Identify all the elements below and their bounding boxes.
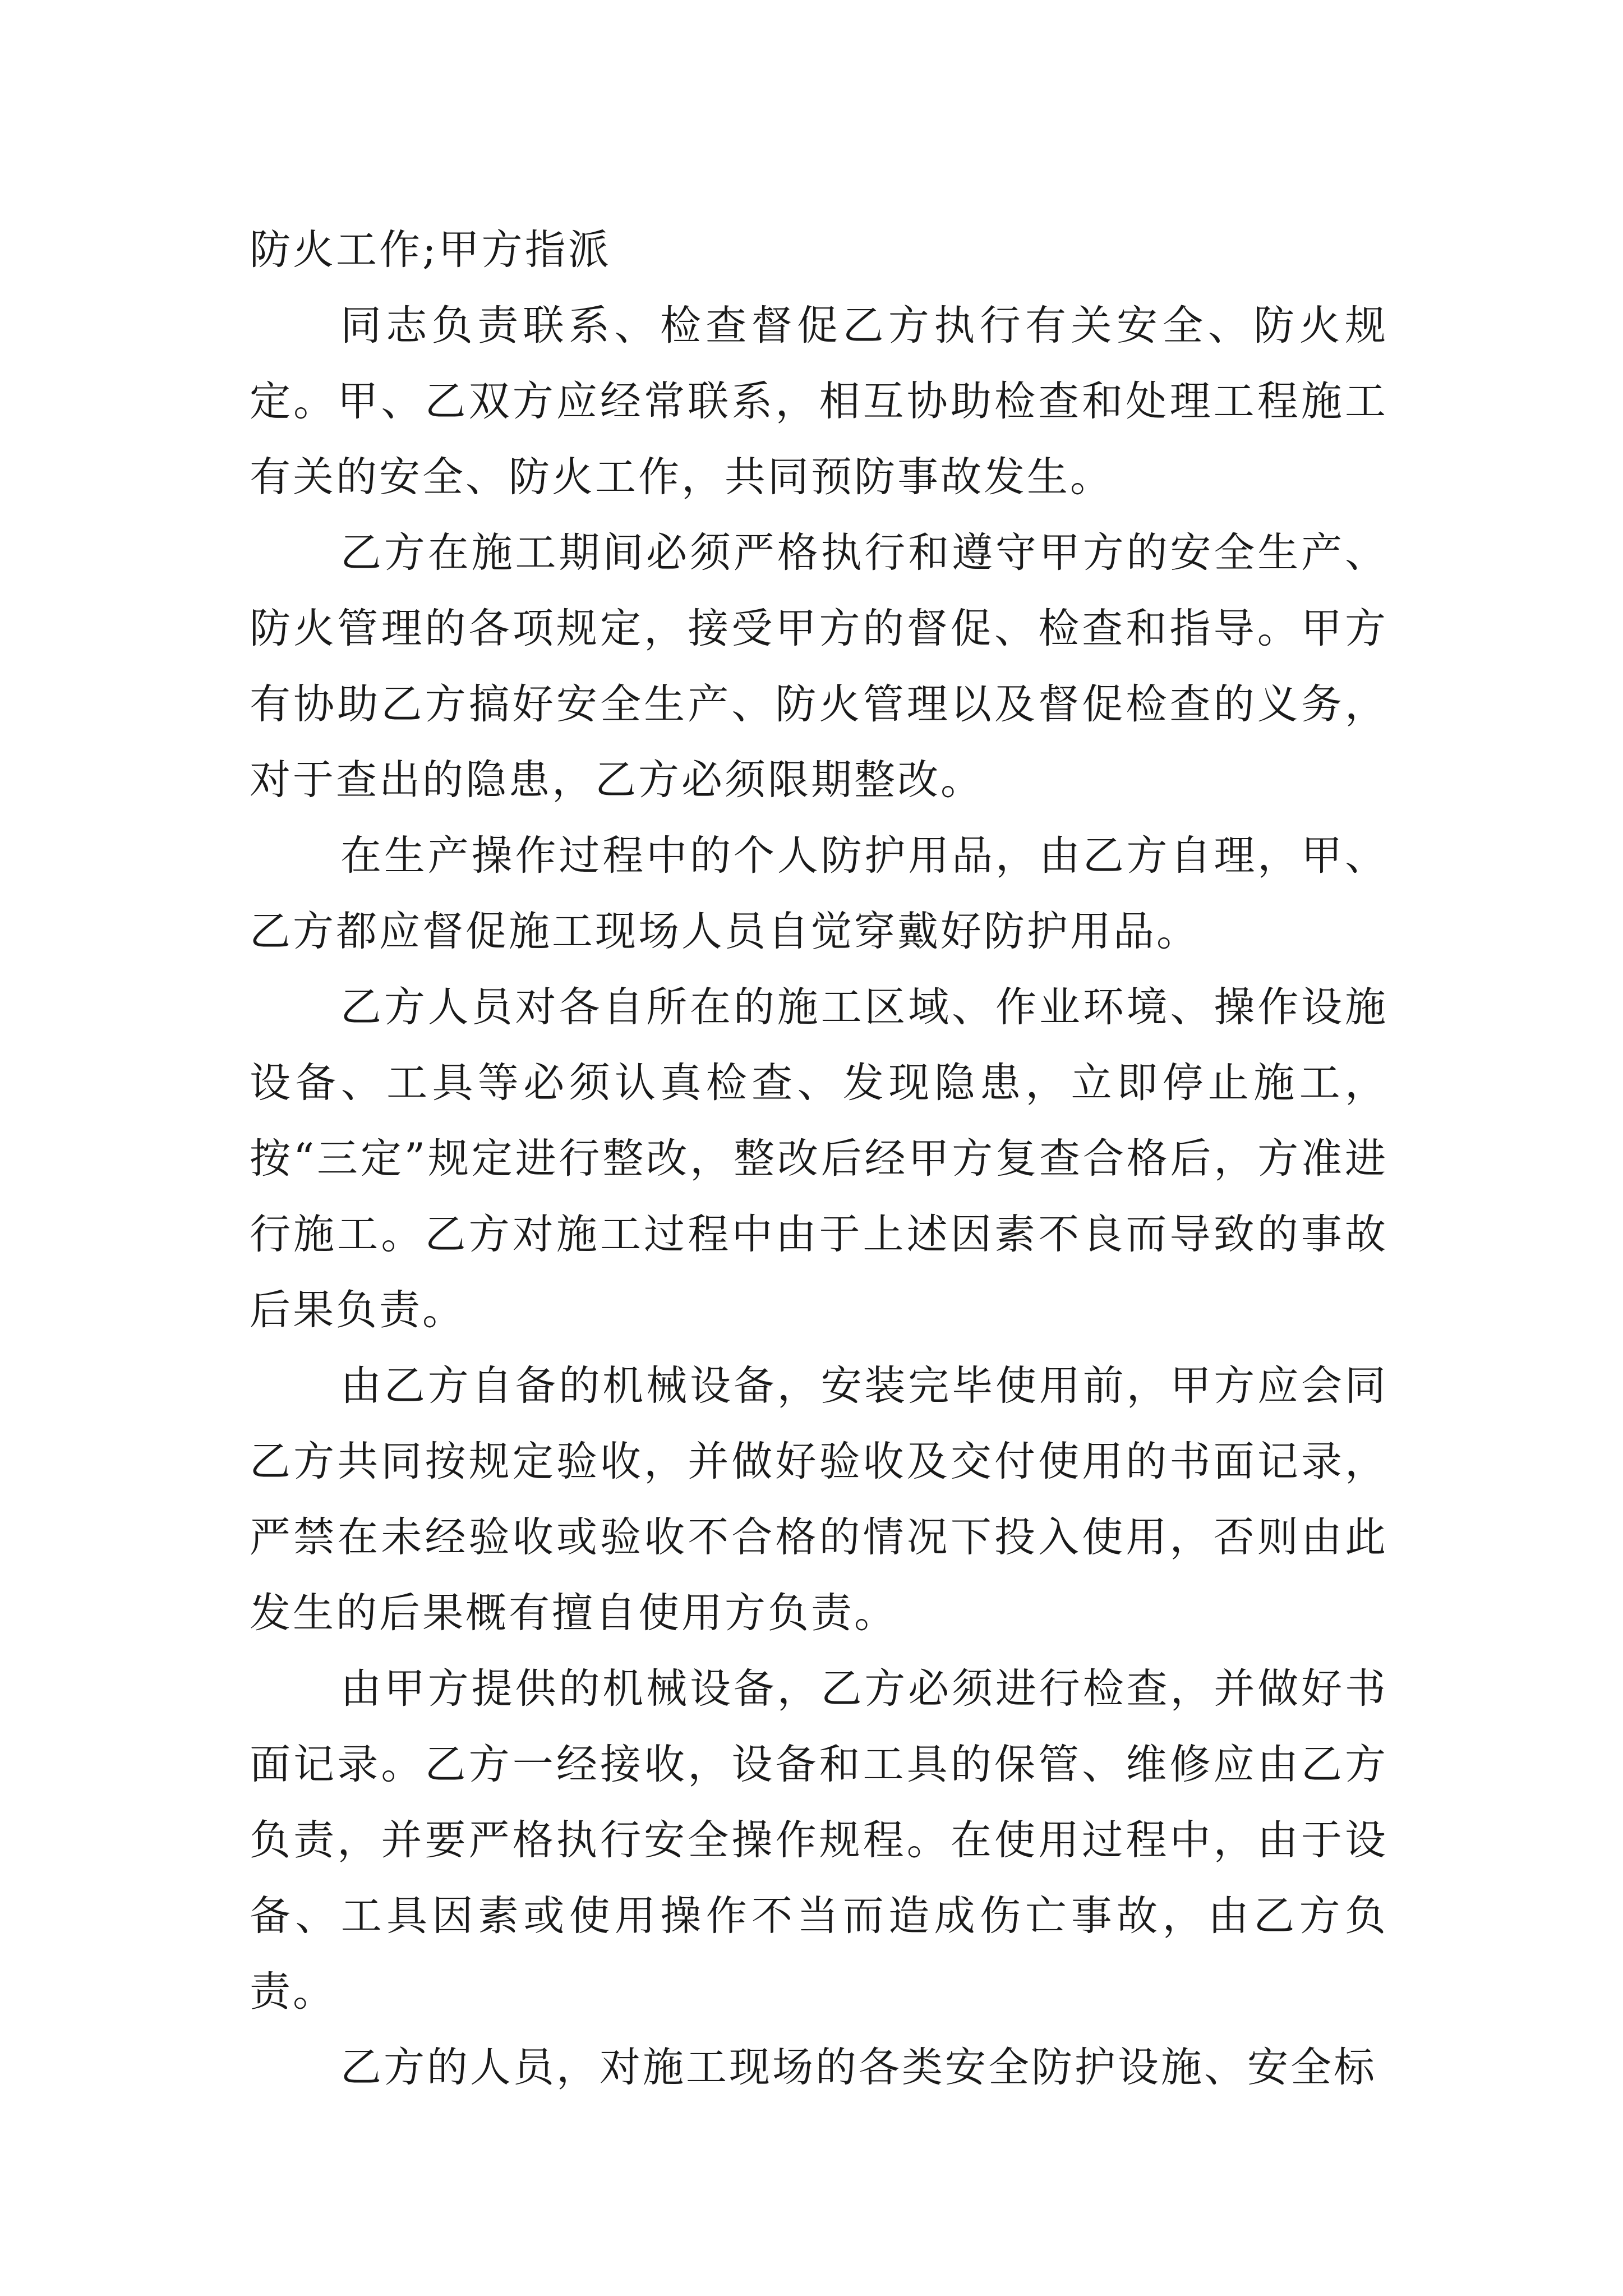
paragraph-3: 在生产操作过程中的个人防护用品，由乙方自理，甲、乙方都应督促施工现场人员自觉穿戴好防护用品。 [250, 832, 1388, 955]
paragraph-6: 由甲方提供的机械设备，乙方必须进行检查，并做好书面记录。乙方一经接收，设备和工具的保管、维修应由乙方负责，并要严格执行安全操作规程。在使用过程中，由于设备、工具因素或使用操作不当而造成伤亡事故，由乙方负责。 [250, 1665, 1388, 2016]
paragraph-0: 防火工作;甲方指派 [250, 226, 611, 274]
paragraph-7: 乙方的人员，对施工现场的各类安全防护设施、安全标 [340, 2044, 1377, 2091]
document-body [250, 212, 1388, 2105]
paragraph-5: 由乙方自备的机械设备，安装完毕使用前，甲方应会同乙方共同按规定验收，并做好验收及交付使用的书面记录，严禁在未经验收或验收不合格的情况下投入使用，否则由此发生的后果概有擅自使用方负责。 [250, 1362, 1388, 1637]
paragraph-2: 乙方在施工期间必须严格执行和遵守甲方的安全生产、防火管理的各项规定，接受甲方的督促、检查和指导。甲方有协助乙方搞好安全生产、防火管理以及督促检查的义务，对于查出的隐患，乙方必须限期整改。 [250, 529, 1388, 804]
paragraph-4: 乙方人员对各自所在的施工区域、作业环境、操作设施设备、工具等必须认真检查、发现隐患，立即停止施工，按“三定”规定进行整改，整改后经甲方复查合格后，方准进行施工。乙方对施工过程中由于上述因素不良而导致的事故后果负责。 [250, 983, 1388, 1334]
paragraph-1: 同志负责联系、检查督促乙方执行有关安全、防火规定。甲、乙双方应经常联系，相互协助检查和处理工程施工有关的安全、防火工作，共同预防事故发生。 [250, 302, 1388, 501]
